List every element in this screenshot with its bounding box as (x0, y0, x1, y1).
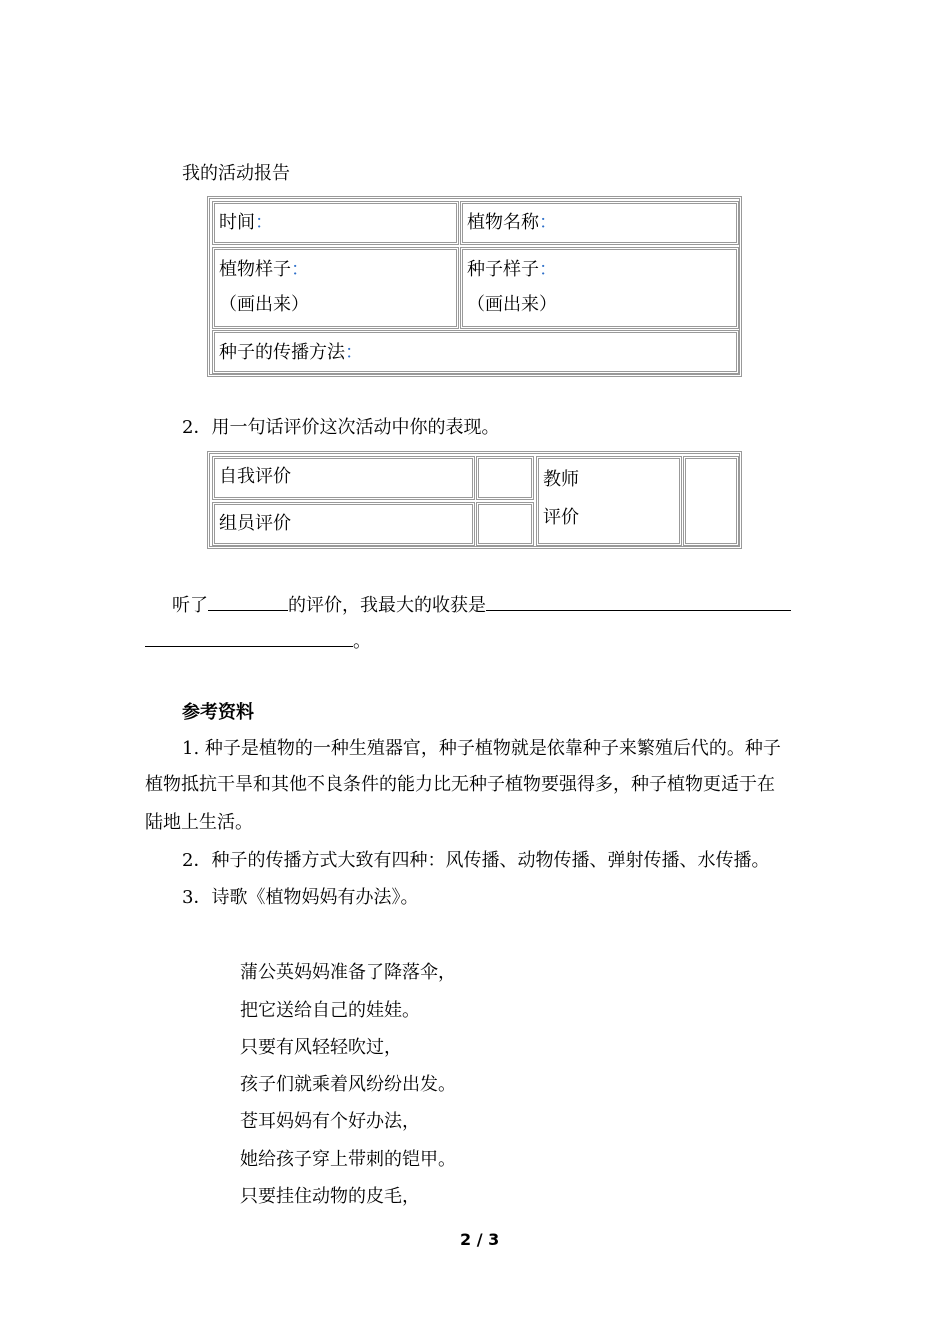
reflection-line (172, 592, 791, 615)
reference-item-1-line-1: 1. 种子是植物的一种生殖器官，种子植物就是依靠种子来繁殖后代的。种子 (182, 738, 781, 759)
report-heading: 我的活动报告 (182, 163, 290, 184)
poem-line: 只要挂住动物的皮毛， (240, 1186, 420, 1207)
reflection-line-2 (145, 628, 371, 651)
group-eval-blank (476, 502, 534, 546)
group-eval-label: 组员评价 (219, 513, 291, 534)
reflection-middle: 的评价，我最大的收获是 (288, 595, 486, 616)
activity-report-table (207, 196, 742, 377)
evaluation-table (207, 451, 742, 549)
references-heading: 参考资料 (182, 702, 254, 723)
poem-line: 把它送给自己的娃娃。 (240, 1000, 420, 1021)
self-eval-label: 自我评价 (219, 466, 291, 487)
self-eval-cell (212, 456, 475, 500)
draw-note: （画出来） (467, 294, 557, 315)
teacher-label-2: 评价 (543, 507, 579, 528)
draw-note: （画出来） (219, 294, 309, 315)
spread-method-cell (212, 330, 739, 374)
blank-name (208, 592, 288, 611)
poem-line: 蒲公英妈妈准备了降落伞， (240, 962, 456, 983)
group-eval-cell (212, 502, 475, 546)
blank-gain (486, 592, 791, 611)
reference-item-1-line-2: 植物抵抗干旱和其他不良条件的能力比无种子植物要强得多，种子植物更适于在 (145, 774, 775, 795)
plant-name-cell (460, 201, 739, 245)
teacher-label-1: 教师 (543, 469, 579, 490)
reference-item-2: 2．种子的传播方式大致有四种：风传播、动物传播、弹射传播、水传播。 (182, 850, 770, 871)
blank-gain-continued (145, 628, 353, 647)
reference-item-3: 3．诗歌《植物妈妈有办法》。 (182, 887, 419, 908)
reflection-end: 。 (353, 631, 371, 652)
poem-line: 只要有风轻轻吹过， (240, 1037, 402, 1058)
spread-label: 种子的传播方法 (219, 342, 345, 363)
colon: ： (539, 259, 557, 280)
colon: ： (539, 212, 557, 233)
teacher-eval-cell (536, 456, 682, 546)
time-cell (212, 201, 459, 245)
self-eval-blank (476, 456, 534, 500)
page-number: 2 / 3 (460, 1230, 500, 1249)
reference-item-1-line-3: 陆地上生活。 (145, 812, 253, 833)
time-label: 时间 (219, 212, 255, 233)
plant-name-label: 植物名称 (467, 212, 539, 233)
colon: ： (291, 259, 309, 280)
poem-line: 她给孩子穿上带刺的铠甲。 (240, 1149, 456, 1170)
teacher-eval-blank (683, 456, 739, 546)
reflection-prefix: 听了 (172, 595, 208, 616)
seed-look-label: 种子样子 (467, 259, 539, 280)
plant-look-label: 植物样子 (219, 259, 291, 280)
poem-line: 苍耳妈妈有个好办法， (240, 1111, 420, 1132)
plant-look-cell (212, 247, 459, 329)
colon: ： (255, 212, 273, 233)
poem-line: 孩子们就乘着风纷纷出发。 (240, 1074, 456, 1095)
colon: ： (345, 342, 363, 363)
evaluation-prompt: 2．用一句话评价这次活动中你的表现。 (182, 417, 500, 438)
seed-look-cell (460, 247, 739, 329)
